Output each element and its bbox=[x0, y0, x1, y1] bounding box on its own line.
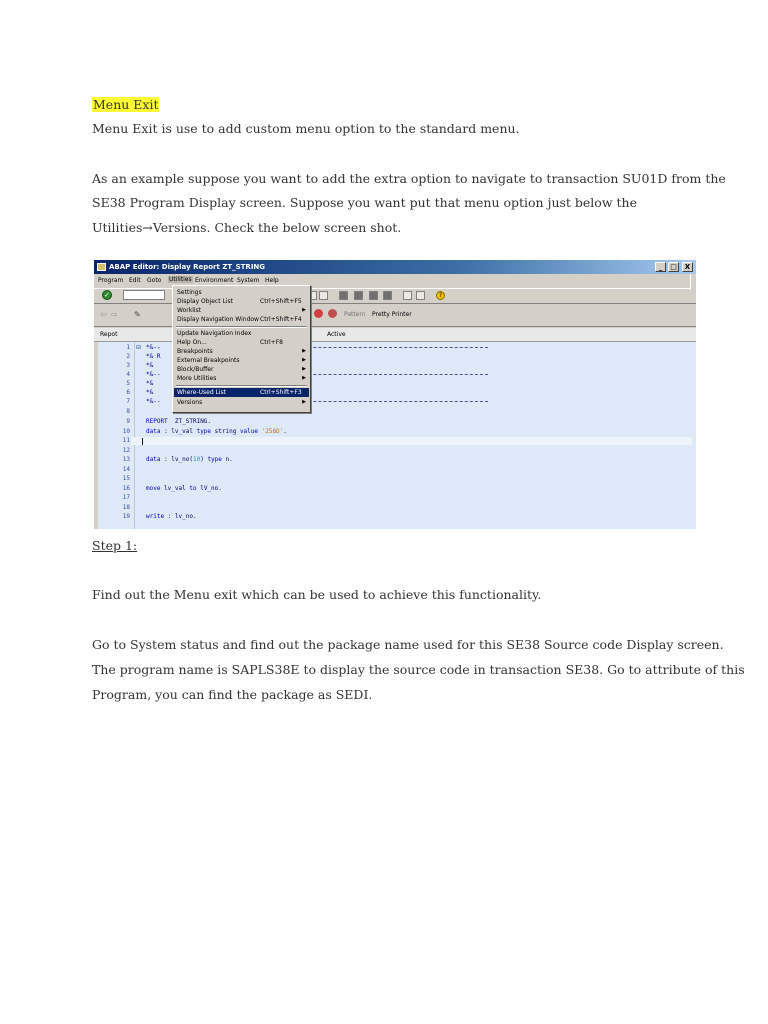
code-keyword: to bbox=[189, 485, 197, 492]
code-string: '256D' bbox=[258, 428, 284, 435]
toolbar-icon-d[interactable] bbox=[354, 291, 363, 300]
line-number: 18 bbox=[122, 504, 130, 511]
submenu-arrow-icon: ▶ bbox=[302, 357, 306, 363]
menu-environment[interactable]: Environment bbox=[195, 277, 234, 284]
code-text: n. bbox=[221, 456, 233, 463]
submenu-arrow-icon: ▶ bbox=[302, 366, 306, 372]
stop-icon[interactable] bbox=[314, 309, 323, 318]
current-line-highlight bbox=[131, 437, 692, 445]
code-keyword: move bbox=[146, 485, 161, 492]
line-number: 7 bbox=[126, 398, 130, 405]
menu-item-display-object-list[interactable] bbox=[174, 297, 309, 306]
menu-item-label: Display Object List bbox=[177, 298, 233, 305]
menu-item-label: Versions bbox=[177, 399, 203, 406]
maximize-button[interactable]: □ bbox=[668, 262, 679, 272]
menu-item-label: Display Navigation Window bbox=[177, 316, 259, 323]
menu-item-label: Update Navigation Index bbox=[177, 330, 252, 337]
menu-item-versions[interactable] bbox=[174, 398, 309, 407]
toolbar-icon-c[interactable] bbox=[339, 291, 348, 300]
menu-item-label: Settings bbox=[177, 289, 202, 296]
toolbar-icon-e[interactable] bbox=[369, 291, 378, 300]
code-text: string bbox=[211, 428, 240, 435]
menu-help[interactable]: Help bbox=[265, 277, 279, 284]
sap-screenshot bbox=[94, 260, 696, 529]
line-number: 11 bbox=[122, 437, 130, 444]
heading bbox=[92, 97, 159, 113]
code-line-7: *&-- bbox=[146, 398, 161, 405]
editor-header-report: Repot bbox=[100, 331, 118, 338]
settings-icon[interactable] bbox=[416, 291, 425, 300]
close-button[interactable]: X bbox=[682, 262, 693, 272]
code-line-5: *& bbox=[146, 380, 154, 387]
line-number: 2 bbox=[126, 353, 130, 360]
line-number: 15 bbox=[122, 475, 130, 482]
line-number: 19 bbox=[122, 513, 130, 520]
menu-separator bbox=[176, 326, 307, 328]
line-number: 8 bbox=[126, 408, 130, 415]
code-keyword: REPORT bbox=[146, 418, 168, 425]
code-keyword: data bbox=[146, 456, 161, 463]
para1-line2: SE38 Program Display screen. Suppose you want put that menu option just below the bbox=[92, 195, 637, 210]
code-line-9 bbox=[146, 418, 211, 425]
code-text: : lv_val bbox=[160, 428, 197, 435]
line-number: 16 bbox=[122, 485, 130, 492]
code-text: . bbox=[283, 428, 287, 435]
code-line-2: *& R bbox=[146, 353, 161, 360]
line-number: 12 bbox=[122, 447, 130, 454]
code-text: : lv_no( bbox=[160, 456, 193, 463]
line-number: 3 bbox=[126, 362, 130, 369]
code-line-19 bbox=[146, 513, 197, 520]
menu-item-label: More Utilities bbox=[177, 375, 217, 382]
code-text: ZT_STRING. bbox=[167, 418, 212, 425]
menu-item-label: External Breakpoints bbox=[177, 357, 240, 364]
toolbar-icon-f[interactable] bbox=[383, 291, 392, 300]
menu-item-label: Block/Buffer bbox=[177, 366, 214, 373]
editor-header-status: Active bbox=[327, 331, 346, 338]
line-number: 1 bbox=[126, 344, 130, 351]
code-text: : lv_no. bbox=[164, 513, 197, 520]
window-app-icon bbox=[97, 263, 106, 271]
text-caret bbox=[142, 438, 143, 445]
menu-separator bbox=[176, 385, 307, 387]
menu-item-settings[interactable] bbox=[174, 288, 309, 297]
sap-window-title: ABAP Editor: Display Report ZT_STRING bbox=[109, 263, 266, 271]
menu-item-shortcut: Ctrl+Shift+F3 bbox=[260, 389, 302, 396]
code-keyword: type bbox=[196, 428, 212, 435]
menu-item-breakpoints[interactable] bbox=[174, 347, 309, 356]
menu-item-shortcut: Ctrl+F8 bbox=[260, 339, 283, 346]
code-line-16 bbox=[146, 485, 222, 492]
para2-line2: The program name is SAPLS38E to display the source code in transaction SE38. Go to attribute of this bbox=[92, 662, 745, 677]
sap-title-bar bbox=[94, 260, 696, 274]
code-keyword: type bbox=[207, 456, 222, 463]
layout-icon[interactable] bbox=[403, 291, 412, 300]
menu-goto[interactable]: Goto bbox=[147, 277, 162, 284]
line-number: 13 bbox=[122, 456, 130, 463]
line-number-gutter bbox=[98, 342, 135, 529]
minimize-button[interactable]: _ bbox=[655, 262, 666, 272]
code-number: 10 bbox=[192, 456, 201, 463]
line-number: 17 bbox=[122, 494, 130, 501]
utilities-dropdown-menu bbox=[172, 285, 311, 413]
code-line-4: *&-- bbox=[146, 371, 161, 378]
code-text: lv_val bbox=[160, 485, 190, 492]
menu-item-where-used-list[interactable] bbox=[174, 388, 309, 397]
menu-program[interactable]: Program bbox=[98, 277, 124, 284]
code-line-1: *&-- bbox=[146, 344, 161, 351]
submenu-arrow-icon: ▶ bbox=[302, 399, 306, 405]
menu-item-display-navigation-window[interactable] bbox=[174, 315, 309, 324]
sap-window-edge bbox=[690, 274, 696, 290]
step-heading: Step 1: bbox=[92, 538, 138, 553]
line-number: 14 bbox=[122, 466, 130, 473]
forward-arrow-icon[interactable]: ⇨ bbox=[111, 310, 118, 319]
command-field[interactable] bbox=[123, 290, 165, 300]
menu-item-external-breakpoints[interactable] bbox=[174, 356, 309, 365]
help-icon[interactable]: ? bbox=[436, 291, 445, 300]
collapse-icon[interactable]: ⊟ bbox=[136, 344, 142, 351]
para1-line1: As an example suppose you want to add the extra option to navigate to transaction SU01D from the bbox=[92, 171, 726, 186]
code-line-13 bbox=[146, 456, 233, 463]
line-number: 10 bbox=[122, 428, 130, 435]
pretty-printer-button[interactable]: Pretty Printer bbox=[372, 311, 412, 318]
menu-item-worklist[interactable] bbox=[174, 306, 309, 315]
menu-item-label: Worklist bbox=[177, 307, 202, 314]
menu-item-label: Breakpoints bbox=[177, 348, 213, 355]
code-line-10 bbox=[146, 428, 287, 435]
para1-line3: Utilities→Versions. Check the below screen shot. bbox=[92, 220, 402, 235]
menu-item-shortcut: Ctrl+Shift+F5 bbox=[260, 298, 302, 305]
toggle-icon[interactable]: ✎ bbox=[134, 310, 141, 319]
back-arrow-icon[interactable]: ⇦ bbox=[100, 310, 107, 319]
code-keyword: value bbox=[239, 428, 258, 435]
step-text: Find out the Menu exit which can be used to achieve this functionality. bbox=[92, 587, 542, 602]
pattern-button[interactable]: Pattern bbox=[344, 311, 366, 318]
para2-line3: Program, you can find the package as SEDI. bbox=[92, 687, 373, 702]
submenu-arrow-icon: ▶ bbox=[302, 307, 306, 313]
code-keyword: data bbox=[146, 428, 161, 435]
menu-item-label: Help On... bbox=[177, 339, 207, 346]
code-text: lV_no. bbox=[196, 485, 222, 492]
menu-item-more-utilities[interactable] bbox=[174, 374, 309, 383]
code-line-3: *& bbox=[146, 362, 154, 369]
menu-item-update-navigation-index[interactable] bbox=[174, 329, 309, 338]
intro-text: Menu Exit is use to add custom menu option to the standard menu. bbox=[92, 121, 520, 136]
code-keyword: write bbox=[146, 513, 165, 520]
line-number: 6 bbox=[126, 389, 130, 396]
menu-edit[interactable]: Edit bbox=[129, 277, 141, 284]
submenu-arrow-icon: ▶ bbox=[302, 348, 306, 354]
menu-item-label: Where-Used List bbox=[177, 389, 227, 396]
menu-utilities[interactable]: Utilities bbox=[169, 276, 192, 283]
menu-item-block-buffer[interactable] bbox=[174, 365, 309, 374]
menu-system[interactable]: System bbox=[237, 277, 260, 284]
menu-item-shortcut: Ctrl+Shift+F4 bbox=[260, 316, 302, 323]
line-number: 9 bbox=[126, 418, 130, 425]
para2-line1: Go to System status and find out the package name used for this SE38 Source code Display screen. bbox=[92, 637, 724, 652]
enter-check-icon[interactable]: ✓ bbox=[102, 290, 112, 300]
line-number: 5 bbox=[126, 380, 130, 387]
code-text: ) bbox=[200, 456, 208, 463]
delete-icon[interactable] bbox=[328, 309, 337, 318]
heading-text: Menu Exit bbox=[93, 97, 159, 112]
code-line-6: *& bbox=[146, 389, 154, 396]
submenu-arrow-icon: ▶ bbox=[302, 375, 306, 381]
menu-item-help-on[interactable] bbox=[174, 338, 309, 347]
toolbar-icon-b[interactable] bbox=[319, 291, 328, 300]
line-number: 4 bbox=[126, 371, 130, 378]
